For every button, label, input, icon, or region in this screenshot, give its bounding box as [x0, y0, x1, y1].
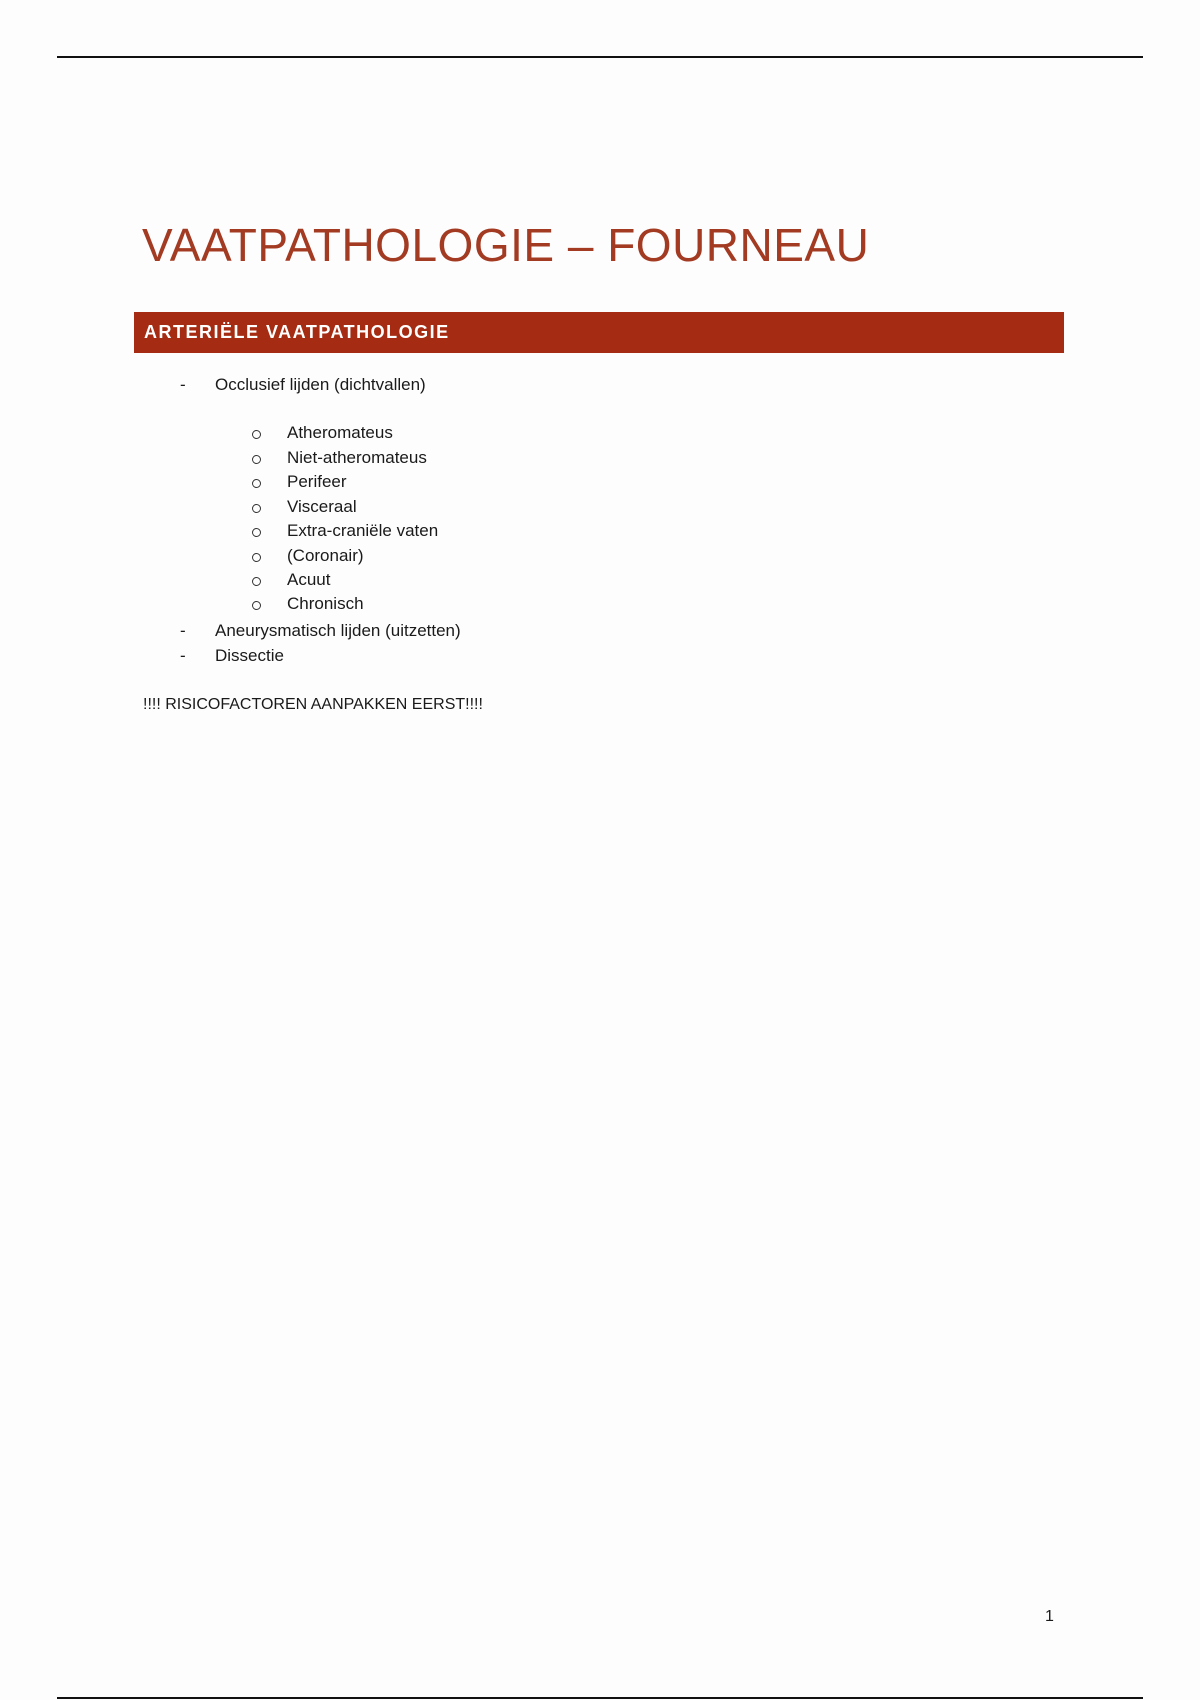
- dash-bullet: -: [180, 375, 186, 394]
- circle-bullet-icon: [252, 430, 261, 439]
- list-item: Dissectie: [215, 646, 284, 665]
- sub-list-item: (Coronair): [287, 546, 364, 565]
- dash-bullet: -: [180, 646, 186, 665]
- page-number: 1: [1045, 1608, 1054, 1625]
- warning-note: !!!! RISICOFACTOREN AANPAKKEN EERST!!!!: [143, 696, 483, 713]
- circle-bullet-icon: [252, 455, 261, 464]
- bottom-rule: [57, 1697, 1143, 1699]
- section-heading: ARTERIËLE VAATPATHOLOGIE: [144, 322, 450, 342]
- circle-bullet-icon: [252, 479, 261, 488]
- document-title: VAATPATHOLOGIE – FOURNEAU: [142, 219, 870, 271]
- section-heading-band: [134, 312, 1064, 353]
- sub-list-item: Acuut: [287, 570, 331, 589]
- top-rule: [57, 56, 1143, 58]
- sub-list-item: Extra-craniële vaten: [287, 521, 439, 540]
- sub-list-item: Perifeer: [287, 472, 347, 491]
- list-item: Occlusief lijden (dichtvallen): [215, 375, 426, 394]
- circle-bullet-icon: [252, 504, 261, 513]
- sub-list-item: Atheromateus: [287, 423, 393, 442]
- sub-list-item: Visceraal: [287, 497, 357, 516]
- sub-list-item: Niet-atheromateus: [287, 448, 427, 467]
- circle-bullet-icon: [252, 577, 261, 586]
- list-item: Aneurysmatisch lijden (uitzetten): [215, 621, 461, 640]
- dash-bullet: -: [180, 621, 186, 640]
- circle-bullet-icon: [252, 553, 261, 562]
- circle-bullet-icon: [252, 528, 261, 537]
- sub-list-item: Chronisch: [287, 594, 364, 613]
- circle-bullet-icon: [252, 601, 261, 610]
